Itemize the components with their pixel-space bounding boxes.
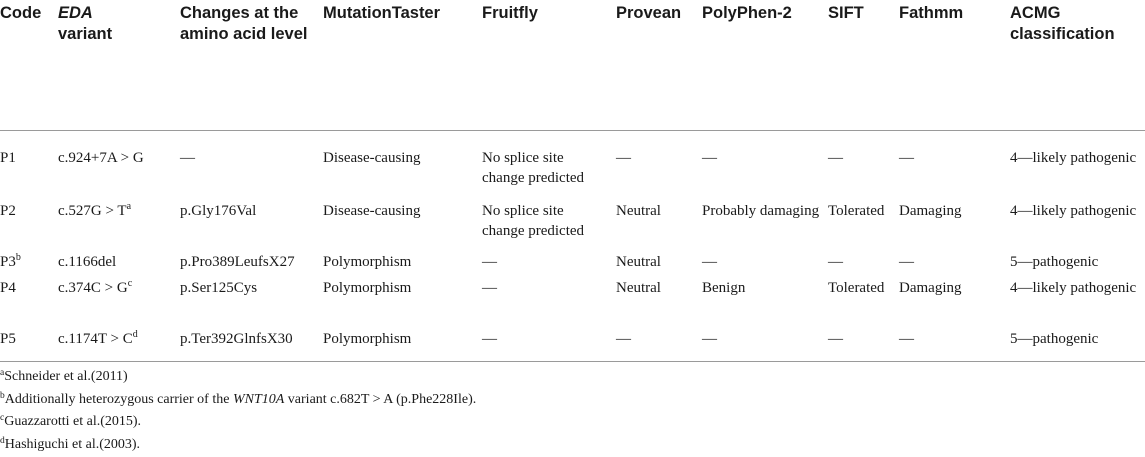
cell-code [0, 252, 54, 278]
cell-provean: Neutral [616, 203, 661, 219]
cell-changes: — [180, 150, 195, 166]
cell-acmg: 4—likely pathogenic [1010, 203, 1137, 219]
cell-sift: — [828, 150, 843, 166]
cell-fruitfly: — [482, 254, 497, 270]
variant-footnote-mark: a [126, 201, 132, 212]
footnote-mark: a [0, 368, 5, 378]
cell-mutationtaster: Disease-causing [323, 150, 421, 166]
code-text: P4 [0, 280, 16, 296]
footnote-text: variant c.682T > A (p.Phe228Ile). [284, 391, 477, 407]
variant-text: c.1166del [58, 254, 117, 270]
cell-variant [54, 201, 176, 252]
footnote [0, 366, 1145, 389]
variant-text: c.527G > T [58, 203, 127, 219]
code-text: P2 [0, 203, 16, 219]
cell-acmg: 5—pathogenic [1006, 329, 1145, 362]
cell-variant [54, 131, 176, 202]
header-eda-variant [54, 0, 176, 131]
cell-mutationtaster: Disease-causing [323, 203, 421, 219]
cell-changes: p.Pro389LeufsX27 [180, 254, 295, 270]
table-row [0, 131, 1145, 202]
header-changes: Changes at the amino acid level [176, 0, 319, 131]
cell-code [0, 278, 54, 329]
footnote-text: Schneider et al.(2011) [4, 369, 128, 384]
cell-mutationtaster: Polymorphism [319, 329, 478, 362]
cell-changes: p.Ser125Cys [180, 280, 258, 296]
cell-polyphen: Benign [702, 280, 746, 296]
footnote [0, 411, 1145, 434]
footnote-text: Hashiguchi et al.(2003). [4, 436, 141, 452]
header-polyphen: PolyPhen-2 [698, 0, 824, 131]
cell-code [0, 329, 54, 362]
cell-changes: p.Gly176Val [180, 203, 257, 219]
footnote-mark: c [0, 413, 5, 423]
header-mutationtaster: MutationTaster [319, 0, 478, 131]
code-text: P3 [0, 254, 16, 270]
cell-changes: p.Ter392GlnfsX30 [176, 329, 319, 362]
cell-variant [54, 329, 176, 362]
cell-mutationtaster: Polymorphism [323, 280, 412, 296]
cell-fathmm: — [899, 150, 914, 166]
footnote-mark: d [0, 435, 5, 446]
cell-fruitfly: — [482, 280, 497, 296]
cell-code [0, 131, 54, 202]
variant-text: c.924+7A > G [58, 150, 144, 166]
cell-acmg: 4—likely pathogenic [1010, 280, 1137, 296]
cell-provean: Neutral [616, 280, 661, 296]
cell-provean: — [616, 150, 631, 166]
cell-sift: — [828, 254, 843, 270]
table-row [0, 252, 1145, 278]
header-row [0, 0, 1145, 131]
cell-provean: — [612, 329, 698, 362]
header-acmg: ACMG classification [1006, 0, 1145, 131]
cell-fathmm: — [899, 254, 914, 270]
footnote-gene-name: WNT10A [232, 391, 285, 407]
header-provean: Provean [612, 0, 698, 131]
variant-text: c.1174T > C [58, 331, 133, 347]
cell-variant [54, 252, 176, 278]
cell-acmg: 5—pathogenic [1010, 254, 1099, 270]
cell-polyphen: — [698, 329, 824, 362]
header-code: Code [0, 0, 54, 131]
code-text: P5 [0, 331, 16, 347]
header-fathmm: Fathmm [895, 0, 1006, 131]
cell-polyphen: — [702, 254, 717, 270]
table-row [0, 329, 1145, 362]
footnote [0, 434, 1145, 457]
cell-acmg: 4—likely pathogenic [1010, 150, 1137, 166]
header-sift: SIFT [824, 0, 895, 131]
header-variant-word: variant [58, 25, 113, 43]
cell-mutationtaster: Polymorphism [323, 254, 412, 270]
cell-provean: Neutral [616, 254, 661, 270]
cell-code [0, 201, 54, 252]
footnote [0, 389, 1145, 412]
cell-fruitfly: — [478, 329, 612, 362]
header-variant-gene: EDA [58, 4, 93, 22]
variant-footnote-mark: c [127, 278, 133, 289]
variant-footnote-mark: d [132, 329, 138, 340]
code-footnote-mark: b [15, 252, 21, 263]
cell-fruitfly: No splice site change predicted [482, 150, 585, 186]
cell-sift: Tolerated [828, 280, 885, 296]
header-fruitfly: Fruitfly [478, 0, 612, 131]
table-body [0, 131, 1145, 362]
code-text: P1 [0, 150, 16, 166]
cell-polyphen: — [702, 150, 717, 166]
cell-sift: — [824, 329, 895, 362]
footnote-mark: b [0, 390, 5, 401]
cell-fathmm: — [895, 329, 1006, 362]
footnote-text: Additionally heterozygous carrier of the [4, 391, 233, 407]
cell-fruitfly: No splice site change predicted [482, 203, 585, 239]
table-header [0, 0, 1145, 131]
cell-variant [54, 278, 176, 329]
table-row [0, 278, 1145, 329]
cell-polyphen: Probably damaging [702, 203, 820, 219]
footnote-text: Guazzarotti et al.(2015). [4, 414, 142, 429]
variant-text: c.374C > G [58, 280, 128, 296]
cell-fathmm: Damaging [899, 280, 962, 296]
table-row [0, 201, 1145, 252]
cell-sift: Tolerated [828, 203, 885, 219]
footnotes [0, 366, 1145, 456]
cell-fathmm: Damaging [899, 203, 962, 219]
